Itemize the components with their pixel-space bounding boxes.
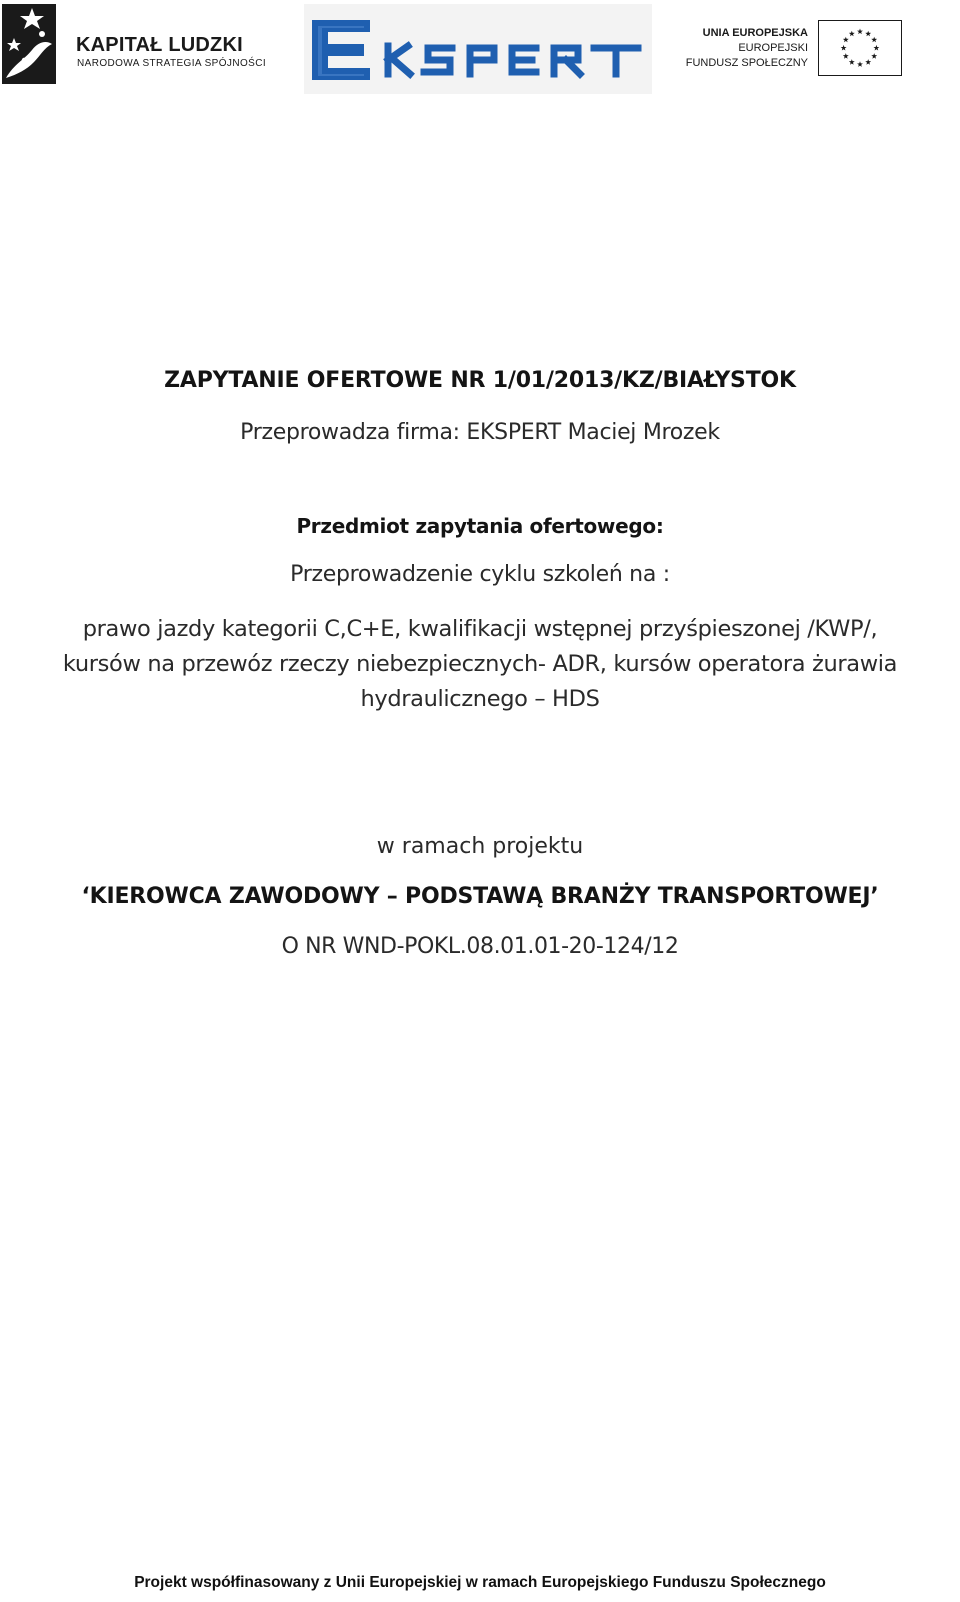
eu-logo-line-2: EUROPEJSKI: [738, 42, 808, 54]
footer-note: Projekt współfinasowany z Unii Europejskiej w ramach Europejskiego Funduszu Społecznego: [134, 1574, 826, 1591]
kapital-ludzki-logo-icon: [2, 4, 56, 84]
subject-line: kursów na przewóz rzeczy niebezpiecznych- ADR, kursów operatora żurawia: [62, 651, 898, 677]
conducted-by: Przeprowadza firma: EKSPERT Maciej Mrozek: [240, 420, 720, 445]
eu-star-icon: [857, 61, 863, 67]
subject-line: prawo jazdy kategorii C,C+E, kwalifikacji wstępnej przyśpieszonej /KWP/,: [82, 616, 878, 642]
eu-logo: [685, 20, 906, 80]
eu-star-icon: [843, 37, 849, 43]
subject-label: Przedmiot zapytania ofertowego:: [296, 514, 664, 538]
project-name: ‘KIEROWCA ZAWODOWY – PODSTAWĄ BRANŻY TRANSPORTOWEJ’: [81, 884, 879, 909]
kapital-ludzki-subtitle: NARODOWA STRATEGIA SPÓJNOŚCI: [77, 58, 267, 69]
project-number: O NR WND-POKL.08.01.01-20-124/12: [281, 934, 679, 959]
eu-logo-line-3: FUNDUSZ SPOŁECZNY: [685, 57, 808, 69]
eu-star-icon: [871, 37, 877, 43]
eu-star-icon: [857, 29, 863, 35]
eu-star-icon: [849, 59, 855, 65]
eu-star-icon: [849, 31, 855, 37]
eu-logo-text: [686, 26, 808, 71]
subject-intro: Przeprowadzenie cyklu szkoleń na :: [290, 562, 670, 587]
eu-star-icon: [871, 53, 877, 59]
eu-star-icon: [843, 53, 849, 59]
eu-star-icon: [865, 59, 871, 65]
eu-star-icon: [873, 45, 879, 51]
ekspert-logo-icon: [304, 4, 652, 94]
eu-flag-icon: [818, 20, 902, 76]
subject-text: [0, 612, 960, 717]
eu-star-icon: [865, 31, 871, 37]
within-project: w ramach projektu: [376, 834, 584, 859]
kapital-ludzki-logo: [2, 4, 267, 84]
kapital-ludzki-title: KAPITAŁ LUDZKI: [76, 34, 243, 56]
eu-logo-line-1: UNIA EUROPEJSKA: [702, 27, 808, 39]
subject-line: hydraulicznego – HDS: [360, 686, 600, 712]
document-title: ZAPYTANIE OFERTOWE NR 1/01/2013/KZ/BIAŁYSTOK: [164, 368, 796, 393]
ekspert-logo: [304, 4, 652, 94]
eu-star-icon: [841, 45, 847, 51]
